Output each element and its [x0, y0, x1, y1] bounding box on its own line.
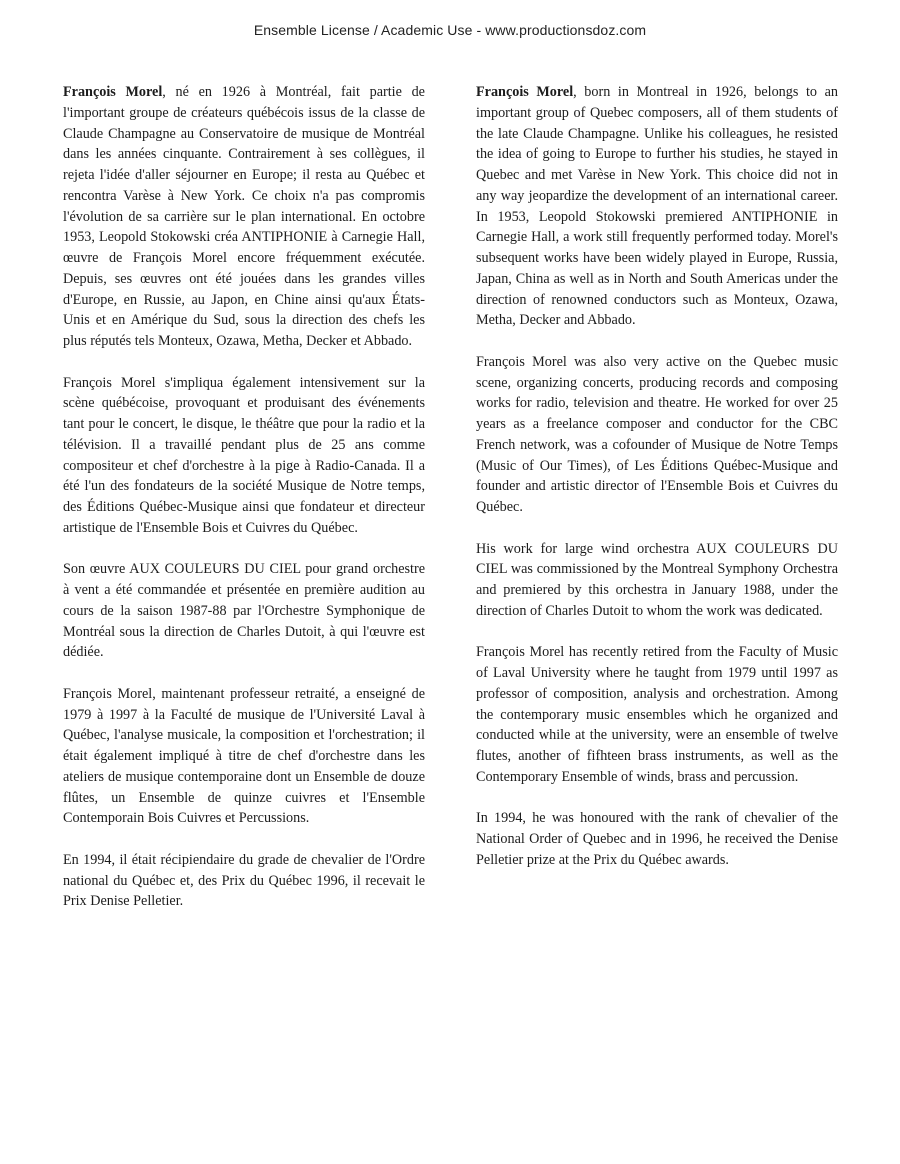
french-paragraph-1-text: , né en 1926 à Montréal, fait partie de l'important groupe de créateurs québécois issus de la classe de Claude Champagne au Conservatoire de musique de Montréal dans les années cinquante. Contrairement à ses collègues, il rejeta l'idée d'aller séjourner en Europe; il resta au Québec et rencontra Varèse à New York. Ce choix n'a pas compromis l'évolution de sa carrière sur le plan international. En octobre 1953, Leopold Stokowski créa ANTIPHONIE à Carnegie Hall, œuvre de François Morel encore fréquemment exécutée. Depuis, ses œuvres ont été jouées dans les grandes villes d'Europe, en Russie, au Japon, en Chine ainsi qu'aux États-Unis et en Amérique du Sud, sous la direction des chefs les plus réputés tels Monteux, Ozawa, Metha, Decker et Abbado.	[63, 84, 425, 349]
english-paragraph-1-text: , born in Montreal in 1926, belongs to an important group of Quebec composers, all of them students of the late Claude Champagne. Unlike his colleagues, he resisted the idea of going to Europe to further his studies, he stayed in Quebec and met Varèse in New York. This choice did not in any way jeopardize the development of an international career. In 1953, Leopold Stokowski premiered ANTIPHONIE in Carnegie Hall, a work still frequently performed today. Morel's subsequent works have been widely played in Europe, Russia, Japan, China as well as in North and South Americas under the direction of renowned conductors such as Monteux, Ozawa, Metha, Decker and Abbado.	[476, 84, 838, 329]
french-paragraph-2: François Morel s'impliqua également intensivement sur la scène québécoise, provoquant et produisant des événements tant pour le concert, le disque, le théâtre que pour la radio et la télévision. Il a travaillé pendant plus de 25 ans comme compositeur et chef d'orchestre à la pige à Radio-Canada. Il a été l'un des fondateurs de la société Musique de Notre temps, des Éditions Québec-Musique ainsi que fondateur et directeur artistique de l'Ensemble Bois et Cuivres du Québec.	[63, 374, 425, 536]
english-paragraph-4: François Morel has recently retired from the Faculty of Music of Laval University where he taught from 1979 until 1997 as professor of composition, analysis and orchestration. Among the contemporary music ensembles which he organized and conducted while at the university, were an ensemble of twelve flutes, another of fifhteen brass instruments, as well as the Contemporary Ensemble of winds, brass and percussion.	[476, 644, 838, 785]
english-paragraph-2: François Morel was also very active on the Quebec music scene, organizing concerts, producing records and composing works for radio, television and theatre. He worked for over 25 years as a freelance composer and conductor for the CBC French network, was a cofounder of Musique de Notre Temps (Music of Our Times), of Les Éditions Québec-Musique and founder and artistic director of l'Ensemble Bois et Cuivres du Québec.	[476, 353, 838, 515]
english-column	[476, 82, 838, 891]
french-paragraph-1	[63, 82, 425, 352]
english-paragraph-5: In 1994, he was honoured with the rank of chevalier of the National Order of Quebec and in 1996, he received the Denise Pelletier prize at the Prix du Québec awards.	[476, 810, 838, 868]
french-column	[63, 82, 425, 933]
english-paragraph-3: His work for large wind orchestra AUX COULEURS DU CIEL was commissioned by the Montreal Symphony Orchestra and premiered by this orchestra in January 1988, under the direction of Charles Dutoit to whom the work was dedicated.	[476, 540, 838, 619]
composer-name-french: François Morel	[63, 84, 163, 100]
french-paragraph-4: François Morel, maintenant professeur retraité, a enseigné de 1979 à 1997 à la Faculté de musique de l'Université Laval à Québec, l'analyse musicale, la composition et l'orchestration; il était également impliqué à titre de chef d'orchestre dans les ateliers de musique contemporaine dont un Ensemble de douze flûtes, un Ensemble de quinze cuivres et l'Ensemble Contemporain Bois Cuivres et Percussions.	[63, 685, 425, 827]
french-paragraph-5: En 1994, il était récipiendaire du grade de chevalier de l'Ordre national du Québec et, des Prix du Québec 1996, il recevait le Prix Denise Pelletier.	[63, 851, 425, 910]
page-header: Ensemble License / Academic Use - www.productionsdoz.com	[253, 22, 647, 38]
english-paragraph-1	[476, 82, 838, 331]
composer-name-english: François Morel	[476, 84, 574, 100]
french-paragraph-3: Son œuvre AUX COULEURS DU CIEL pour grand orchestre à vent a été commandée et présentée en première audition au cours de la saison 1987-88 par l'Orchestre Symphonique de Montréal sous la direction de Charles Dutoit, à qui l'œuvre est dédiée.	[63, 561, 425, 661]
